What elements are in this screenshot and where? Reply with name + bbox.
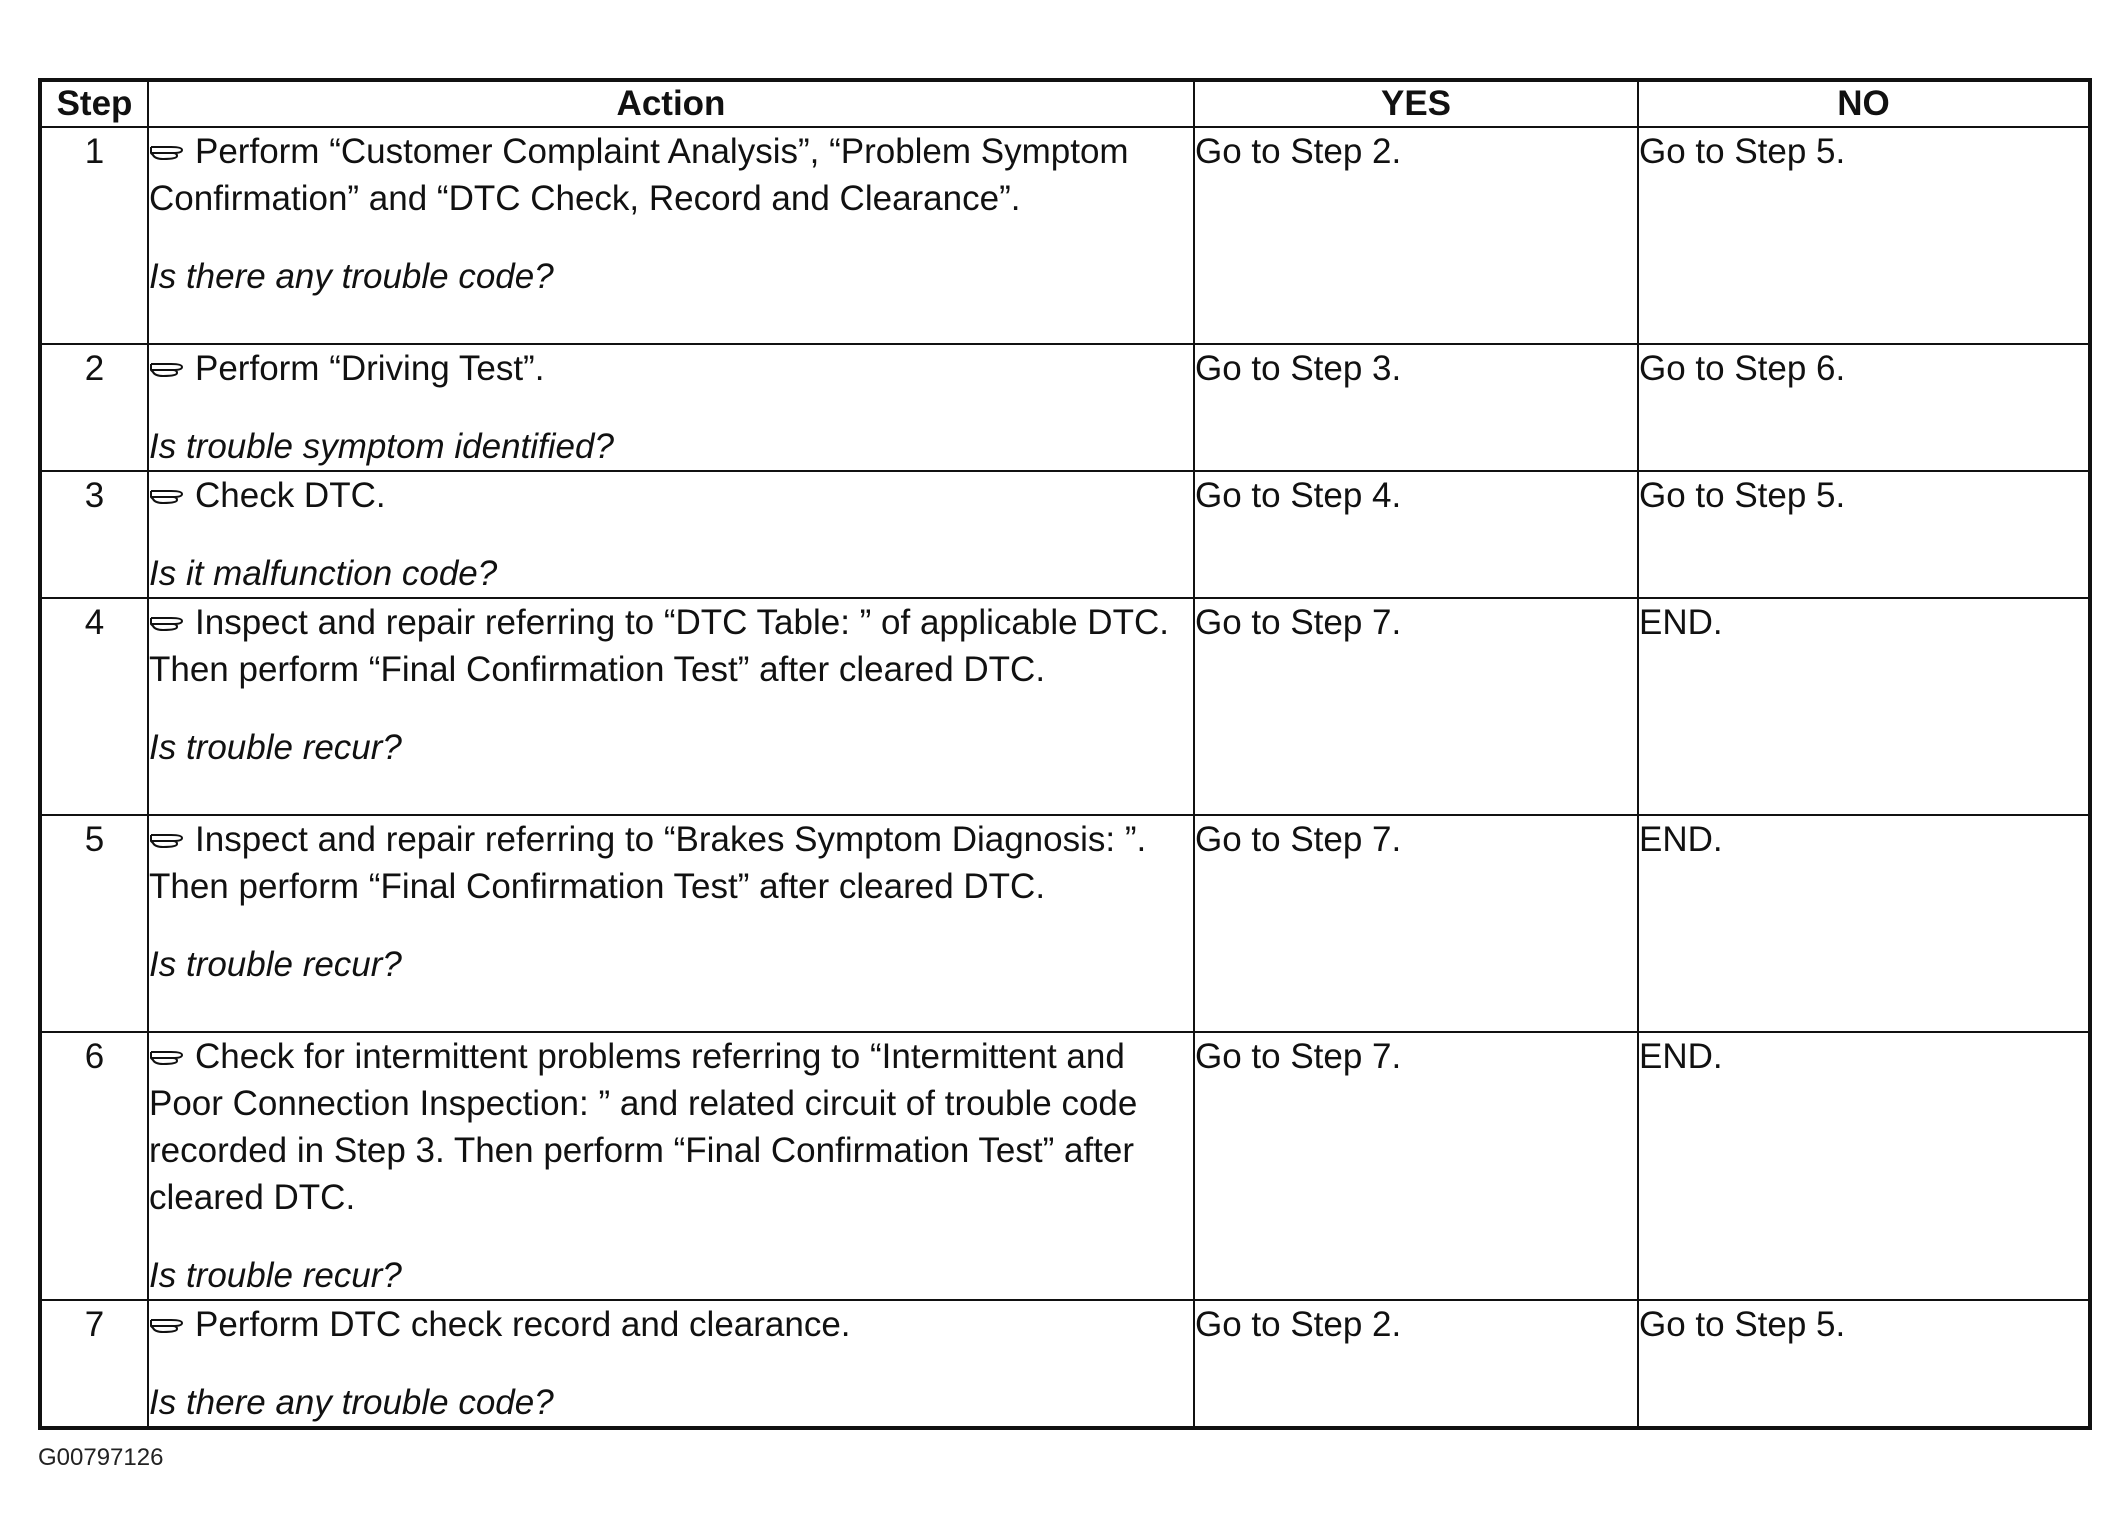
pointing-hand-icon [149,485,185,505]
question-text: Is trouble recur? [149,1256,402,1295]
yes-outcome: Go to Step 3. [1194,344,1638,471]
action-cell [148,127,1194,344]
yes-outcome: Go to Step 7. [1194,598,1638,815]
diagnostic-flow-table [38,78,2092,1430]
step-number: 6 [40,1032,148,1300]
step-number: 5 [40,815,148,1032]
action-text: Perform “Driving Test”. [195,349,545,388]
action-text: Perform DTC check record and clearance. [195,1305,851,1344]
pointing-hand-icon [149,141,185,161]
action-line [149,1301,1193,1348]
action-text: Check DTC. [195,476,386,515]
no-outcome: END. [1638,598,2090,815]
table-row [40,1032,2090,1300]
question-text: Is trouble recur? [149,945,402,984]
step-number: 1 [40,127,148,344]
table-row [40,127,2090,344]
pointing-hand-icon [149,612,185,632]
step-number: 7 [40,1300,148,1428]
header-step: Step [40,80,148,127]
yes-outcome: Go to Step 4. [1194,471,1638,598]
pointing-hand-icon [149,358,185,378]
yes-outcome: Go to Step 7. [1194,815,1638,1032]
table-row [40,815,2090,1032]
action-cell [148,344,1194,471]
action-line [149,128,1193,222]
action-line [149,472,1193,519]
action-line [149,816,1193,910]
step-number: 4 [40,598,148,815]
pointing-hand-icon [149,829,185,849]
question-text: Is trouble recur? [149,728,402,767]
action-line [149,1033,1193,1221]
pointing-hand-icon [149,1314,185,1334]
action-cell [148,471,1194,598]
action-cell [148,815,1194,1032]
question-text: Is it malfunction code? [149,554,498,593]
action-cell [148,1300,1194,1428]
step-number: 2 [40,344,148,471]
question-text: Is there any trouble code? [149,257,554,296]
question-text: Is trouble symptom identified? [149,427,614,466]
action-text: Perform “Customer Complaint Analysis”, “Problem Symptom Confirmation” and “DTC Check, Record and Clearance”. [149,132,1129,218]
yes-outcome: Go to Step 7. [1194,1032,1638,1300]
header-no: NO [1638,80,2090,127]
header-yes: YES [1194,80,1638,127]
no-outcome: END. [1638,1032,2090,1300]
table-header-row [40,80,2090,127]
action-line [149,599,1193,693]
yes-outcome: Go to Step 2. [1194,127,1638,344]
table-row [40,1300,2090,1428]
action-text: Check for intermittent problems referring to “Intermittent and Poor Connection Inspection: ” and related circuit of trouble code recorded in Step 3. Then perform “Final Confirmation Test” after cleared DTC. [149,1037,1138,1217]
step-number: 3 [40,471,148,598]
action-cell [148,1032,1194,1300]
no-outcome: END. [1638,815,2090,1032]
table-row [40,598,2090,815]
pointing-hand-icon [149,1046,185,1066]
table-row [40,344,2090,471]
action-line [149,345,1193,392]
no-outcome: Go to Step 5. [1638,1300,2090,1428]
action-text: Inspect and repair referring to “Brakes Symptom Diagnosis: ”. Then perform “Final Confirmation Test” after cleared DTC. [149,820,1147,906]
no-outcome: Go to Step 6. [1638,344,2090,471]
no-outcome: Go to Step 5. [1638,471,2090,598]
action-cell [148,598,1194,815]
document-id: G00797126 [38,1444,164,1471]
question-text: Is there any trouble code? [149,1383,554,1422]
yes-outcome: Go to Step 2. [1194,1300,1638,1428]
table-row [40,471,2090,598]
action-text: Inspect and repair referring to “DTC Table: ” of applicable DTC. Then perform “Final Confirmation Test” after cleared DTC. [149,603,1169,689]
header-action: Action [148,80,1194,127]
no-outcome: Go to Step 5. [1638,127,2090,344]
